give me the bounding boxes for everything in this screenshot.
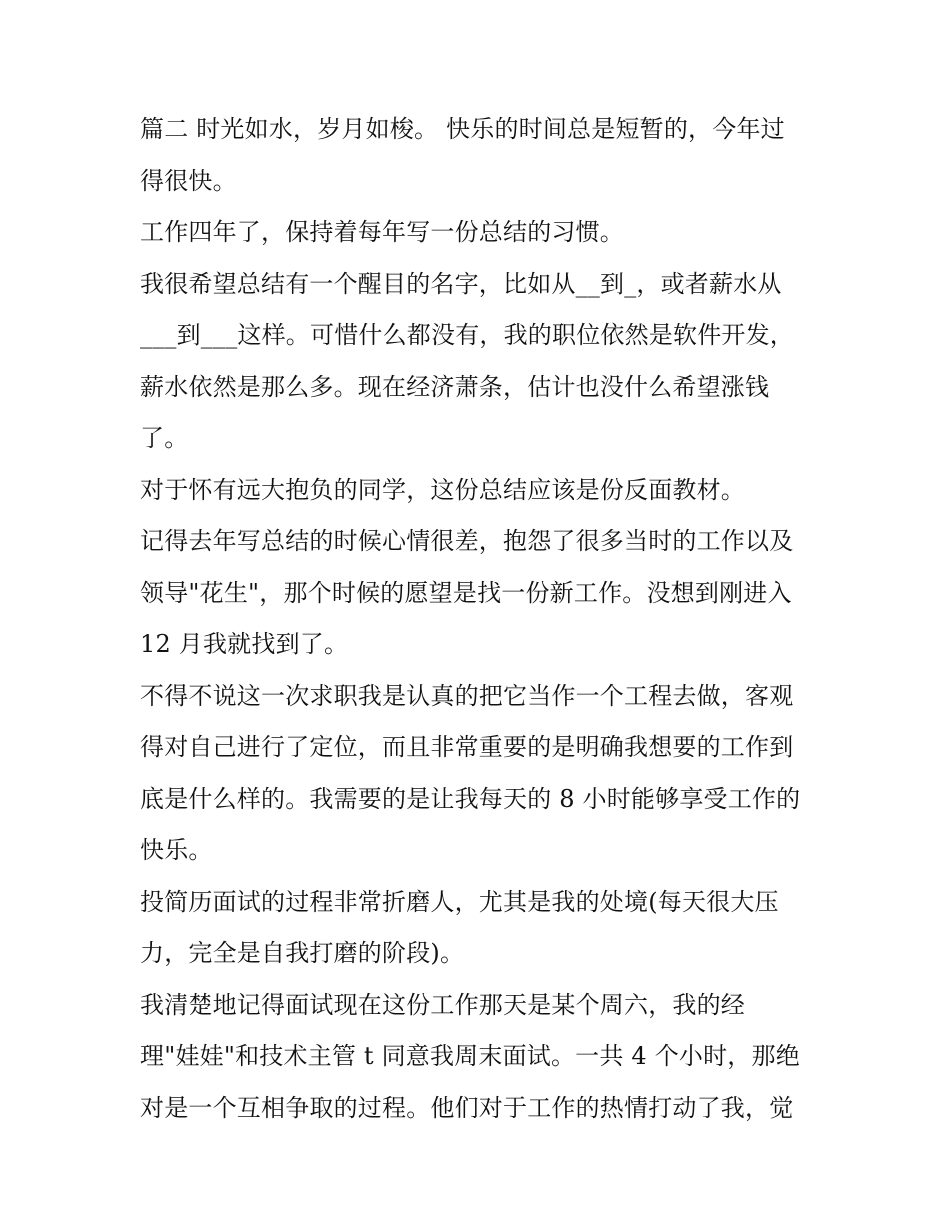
text-line: 我很希望总结有一个醒目的名字，比如从__到_，或者薪水从: [140, 269, 782, 298]
text-line: 得对自己进行了定位，而且非常重要的是明确我想要的工作到: [140, 733, 794, 761]
text-line: 得很快。: [140, 166, 237, 195]
text-line: 我清楚地记得面试现在这份工作那天是某个周六，我的经: [140, 990, 745, 1019]
paragraph-negative-example: [140, 465, 820, 517]
text-line: 了。: [140, 424, 189, 452]
text-line: 力，完全是自我打磨的阶段)。: [140, 939, 465, 967]
text-line: 薪水依然是那么多。现在经济萧条，估计也没什么希望涨钱: [140, 372, 770, 401]
text-line: 理"娃娃"和技术主管 t 同意我周末面试。一共 4 个小时，那绝: [140, 1042, 800, 1070]
paragraph-interview-process: [140, 877, 820, 980]
paragraph-last-year: [140, 516, 820, 671]
paragraph-job-search: [140, 671, 820, 877]
paragraph-habit: [140, 207, 820, 259]
text-line: ___到___这样。可惜什么都没有，我的职位依然是软件开发，: [140, 321, 794, 349]
paragraph-saturday-interview: [140, 980, 820, 1135]
text-line: 12 月我就找到了。: [140, 630, 349, 658]
text-line: 篇二 时光如水，岁月如梭。 快乐的时间总是短暂的，今年过: [140, 115, 785, 143]
text-line: 快乐。: [140, 836, 213, 864]
text-line: 对于怀有远大抱负的同学，这份总结应该是份反面教材。: [140, 475, 745, 504]
text-line: 记得去年写总结的时候心情很差，抱怨了很多当时的工作以及: [140, 527, 794, 555]
text-line: 底是什么样的。我需要的是让我每天的 8 小时能够享受工作的: [140, 784, 801, 813]
text-line: 投简历面试的过程非常折磨人，尤其是我的处境(每天很大压: [140, 887, 779, 916]
paragraph-intro: [140, 104, 820, 207]
paragraph-title-wish: [140, 259, 820, 465]
document-body: [140, 104, 820, 1134]
text-line: 工作四年了，保持着每年写一份总结的习惯。: [140, 218, 624, 246]
text-line: 对是一个互相争取的过程。他们对于工作的热情打动了我，觉: [140, 1093, 794, 1122]
text-line: 不得不说这一次求职我是认真的把它当作一个工程去做，客观: [140, 681, 794, 710]
text-line: 领导"花生"，那个时候的愿望是找一份新工作。没想到刚进入: [140, 578, 792, 607]
